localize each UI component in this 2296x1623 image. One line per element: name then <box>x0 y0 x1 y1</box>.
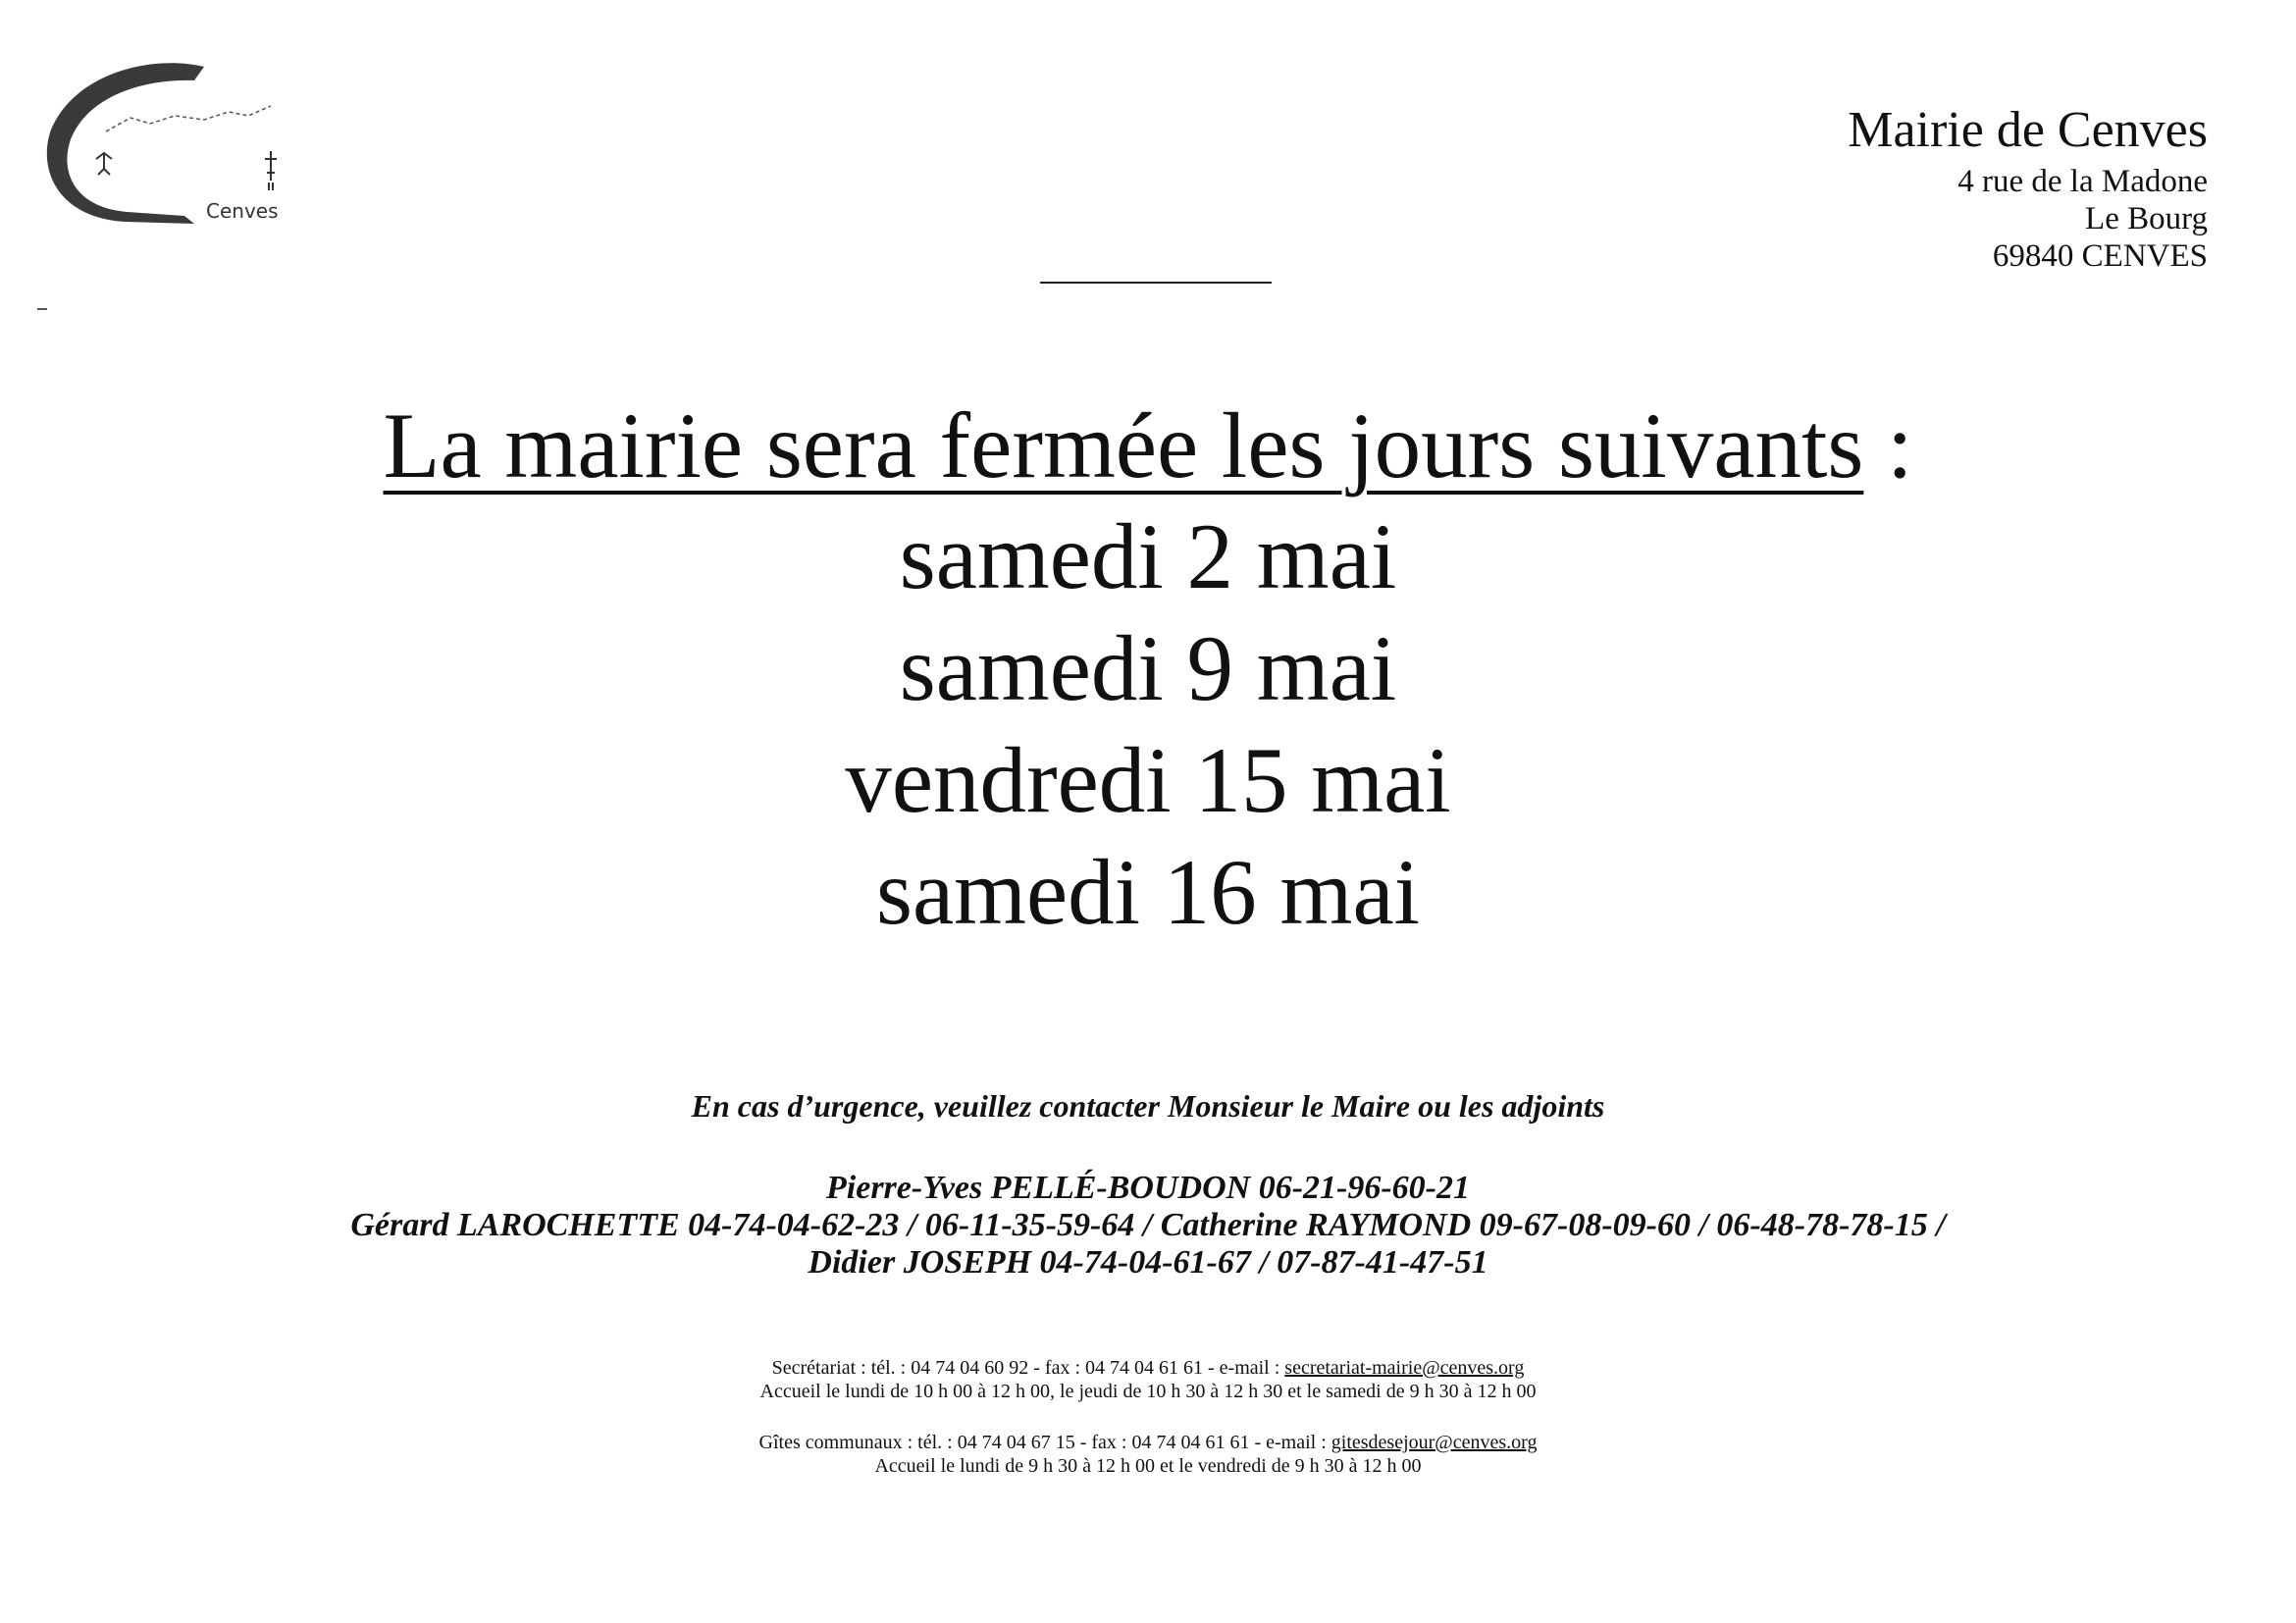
sender-address <box>1848 98 2208 275</box>
closure-date: samedi 16 mai <box>875 840 1421 944</box>
contact-list <box>0 1170 2296 1282</box>
secretariat-hours: Accueil le lundi de 10 h 00 à 12 h 00, le jeudi de 10 h 30 à 12 h 30 et le samedi de 9 h 30 à 12 h 00 <box>759 1381 1537 1402</box>
scan-speck <box>37 308 47 310</box>
emergency-note: En cas d’urgence, veuillez contacter Monsieur le Maire ou les adjoints <box>691 1088 1605 1124</box>
secretariat-contact-line <box>0 1356 2296 1380</box>
contact-line: Didier JOSEPH 04-74-04-61-67 / 07-87-41-47-51 <box>808 1244 1488 1281</box>
gites-contact-line <box>0 1431 2296 1454</box>
gites-hours: Accueil le lundi de 9 h 30 à 12 h 00 et le vendredi de 9 h 30 à 12 h 00 <box>874 1455 1422 1477</box>
cenves-logo <box>37 61 312 237</box>
contact-line: Gérard LAROCHETTE 04-74-04-62-23 / 06-11-35-59-64 / Catherine RAYMOND 09-67-08-09-60 / 06-48-78-78-15 / <box>350 1207 1946 1243</box>
closure-date: samedi 9 mai <box>899 616 1397 720</box>
address-street: 4 rue de la Madone <box>1957 164 2208 199</box>
logo-text: Cenves <box>206 199 279 223</box>
mairie-name: Mairie de Cenves <box>1848 102 2208 158</box>
gites-footer <box>0 1431 2296 1478</box>
notice-headline-colon: : <box>1863 393 1913 497</box>
contact-line: Pierre-Yves PELLÉ-BOUDON 06-21-96-60-21 <box>826 1170 1470 1206</box>
gites-contact-text: Gîtes communaux : tél. : 04 74 04 67 15 - fax : 04 74 04 61 61 - e-mail : <box>758 1432 1331 1453</box>
cenves-logo-icon <box>37 61 312 237</box>
gites-email-link[interactable]: gitesdesejour@cenves.org <box>1331 1432 1538 1453</box>
closure-notice <box>0 391 2296 948</box>
closure-date: vendredi 15 mai <box>845 728 1451 832</box>
address-locality: Le Bourg <box>2085 201 2208 236</box>
closure-date: samedi 2 mai <box>899 504 1397 608</box>
secretariat-footer <box>0 1356 2296 1403</box>
divider-rule <box>1040 282 1272 284</box>
notice-headline-text: La mairie sera fermée les jours suivants <box>383 393 1864 497</box>
notice-headline <box>0 391 2296 500</box>
address-postal-city: 69840 CENVES <box>1992 238 2208 274</box>
secretariat-contact-text: Secrétariat : tél. : 04 74 04 60 92 - fax : 04 74 04 61 61 - e-mail : <box>771 1357 1285 1379</box>
secretariat-email-link[interactable]: secretariat-mairie@cenves.org <box>1284 1357 1525 1379</box>
